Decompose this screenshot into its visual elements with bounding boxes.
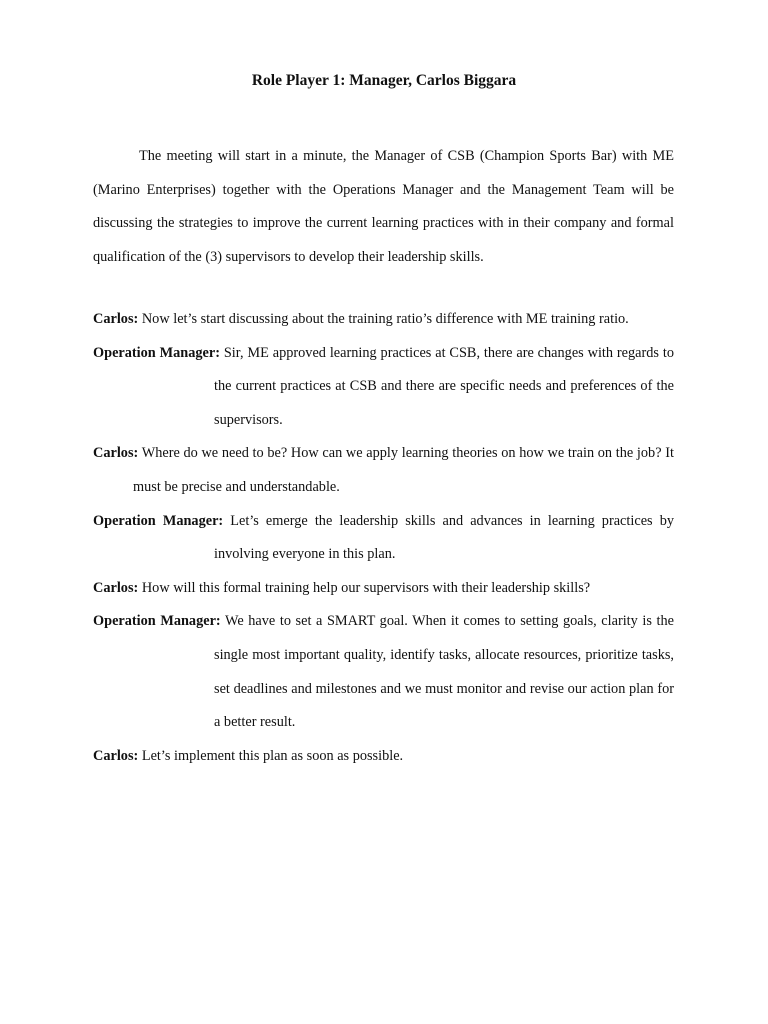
dialogue-text: We have to set a SMART goal. When it comes to setting goals, clarity is the single most important quality, identify tasks, allocate resources, prioritize tasks, set deadlines and milestones and we must monitor and revise our action plan for a better result.	[214, 613, 674, 731]
dialogue-text: Let’s emerge the leadership skills and advances in learning practices by involving everyone in this plan.	[214, 512, 674, 563]
dialogue-line	[93, 572, 674, 606]
dialogue-text: Where do we need to be? How can we apply learning theories on how we train on the job? It must be precise and understandable.	[133, 445, 674, 495]
speaker-label: Operation Manager:	[93, 613, 221, 630]
speaker-label: Carlos:	[93, 579, 139, 596]
speaker-label: Operation Manager:	[93, 512, 224, 529]
dialogue	[93, 303, 674, 773]
page-title: Role Player 1: Manager, Carlos Biggara	[251, 72, 517, 89]
dialogue-text: Now let’s start discussing about the training ratio’s difference with ME training ratio.	[141, 311, 629, 327]
dialogue-text: Let’s implement this plan as soon as possible.	[141, 747, 404, 764]
dialogue-line	[93, 605, 674, 739]
intro-paragraph: The meeting will start in a minute, the Manager of CSB (Champion Sports Bar) with ME (Marino Enterprises) together with the Operations Manager and the Management Team will be discussing the strategies to improve the current learning practices with in their company and formal qualification of the (3) supervisors to develop their leadership skills.	[93, 148, 674, 265]
dialogue-line	[93, 303, 674, 337]
dialogue-text: Sir, ME approved learning practices at CSB, there are changes with regards to the current practices at CSB and there are specific needs and preferences of the supervisors.	[214, 344, 674, 428]
speaker-label: Carlos:	[93, 445, 139, 462]
speaker-label: Operation Manager:	[93, 344, 220, 361]
speaker-label: Carlos:	[93, 311, 139, 327]
dialogue-line	[93, 337, 674, 438]
dialogue-line	[93, 505, 674, 572]
dialogue-line	[93, 437, 674, 504]
dialogue-text: How will this formal training help our supervisors with their leadership skills?	[141, 579, 591, 596]
dialogue-line	[93, 740, 674, 774]
speaker-label: Carlos:	[93, 747, 139, 764]
